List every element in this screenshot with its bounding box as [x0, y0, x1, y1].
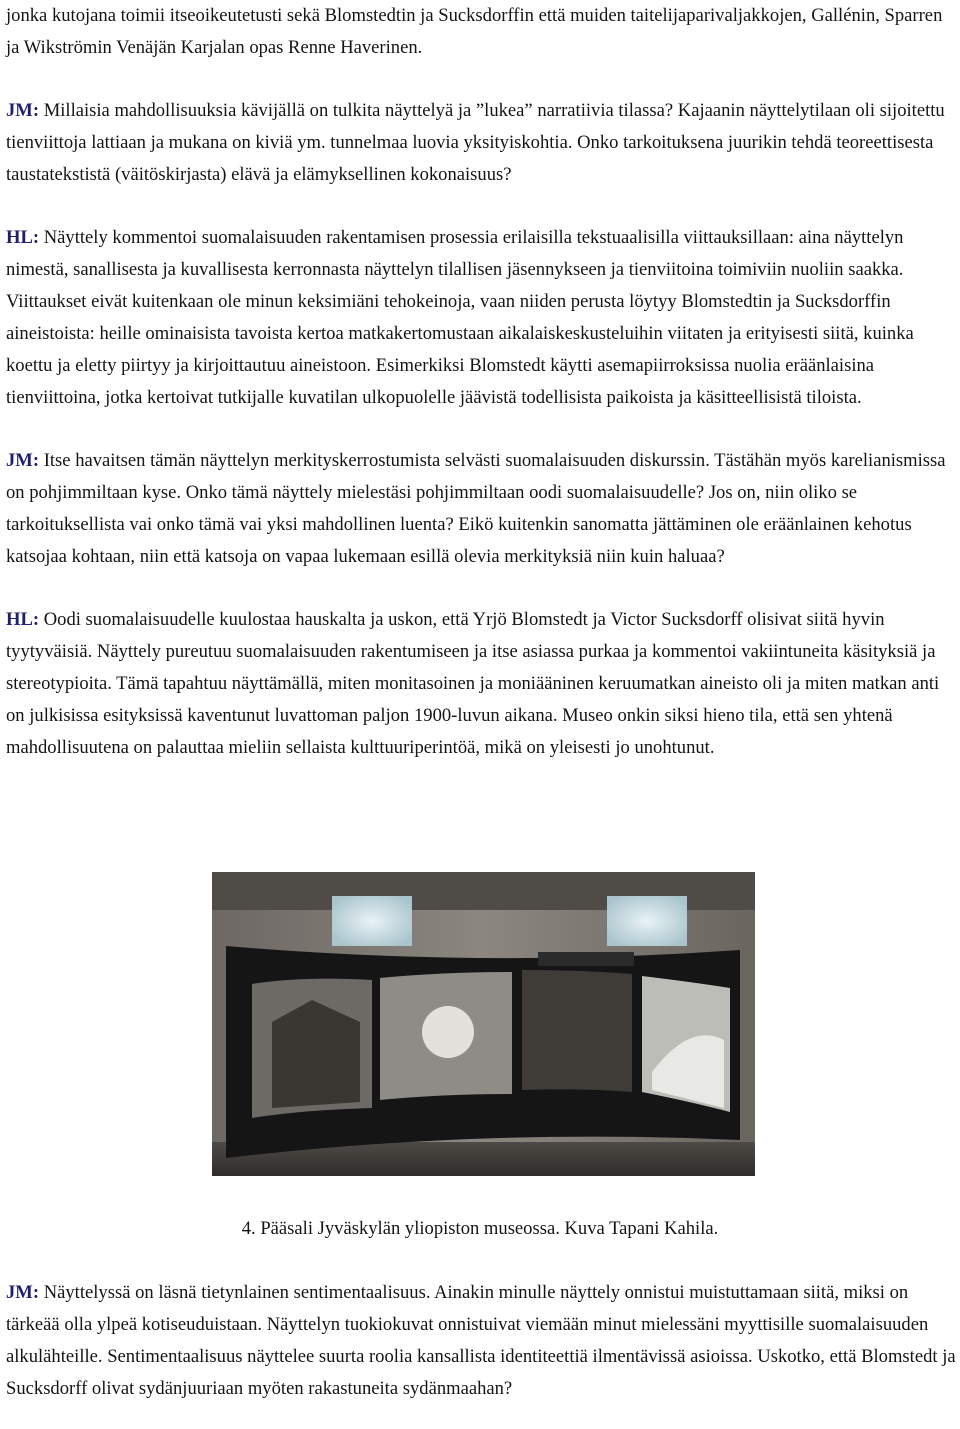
- paragraph-answer-2: [6, 604, 956, 764]
- paragraph-text: Oodi suomalaisuudelle kuulostaa hauskalta ja uskon, että Yrjö Blomstedt ja Victor Sucksdorff olisivat siitä hyvin tyytyväisiä. Näyttely pureutuu suomalaisuuden rakentumiseen ja itse asiassa purkaa ja kommentoi vakiintuneita käsityksiä ja stereotypioita. Tämä tapahtuu näyttämällä, miten monitasoinen ja moniääninen keruumatkan aineisto oli ja miten matkan anti on julkisissa esityksissä kaventunut luvattoman paljon 1900-luvun aikana. Museo onkin siksi hieno tila, että sen yhtenä mahdollisuutena on palauttaa mieliin sellaista kulttuuriperintöä, mikä on yleisesti jo unohtunut.: [6, 609, 940, 758]
- speaker-label: JM:: [6, 100, 40, 121]
- figure-caption: 4. Pääsali Jyväskylän yliopiston museossa. Kuva Tapani Kahila.: [241, 1218, 719, 1239]
- article-body: [6, 0, 956, 764]
- paragraph-intro: [6, 0, 956, 64]
- exhibition-photo: [212, 872, 755, 1176]
- paragraph-question-3: [6, 1277, 956, 1405]
- paragraph-question-2: [6, 445, 956, 573]
- speaker-label: HL:: [6, 609, 40, 630]
- paragraph-text: Näyttely kommentoi suomalaisuuden rakentamisen prosessia erilaisilla tekstuaalisilla viittauksillaan: aina näyttelyn nimestä, sanallisesta ja kuvallisesta kerronnasta näyttelyn tilallisen jäsennykseen ja tienviitoina toimiviin nuoliin saakka. Viittaukset eivät kuitenkaan ole minun keksimiäni tehokeinoja, vaan niiden perusta löytyy Blomstedtin ja Sucksdorffin aineistoista: heille ominaisista tavoista kertoa matkakertomustaan aikalaiskeskusteluihin viitaten ja erityisesti siitä, kuinka koettu ja eletty piirtyy ja kirjoittautuu aineistoon. Esimerkiksi Blomstedt käytti asemapiirroksissa nuolia eräänlaisina tienviittoina, jotka kertoivat tutkijalle kuvatilan ulkopuolelle jäävistä todellisista paikoista ja käsitteellisistä tiloista.: [6, 227, 914, 408]
- paragraph-text: jonka kutojana toimii itseoikeutetusti sekä Blomstedtin ja Sucksdorffin että muiden taitelijaparivaljakkojen, Gallénin, Sparren ja Wikströmin Venäjän Karjalan opas Renne Haverinen.: [6, 5, 943, 58]
- article-body-continued: [6, 1277, 956, 1405]
- paragraph-text: Itse havaitsen tämän näyttelyn merkityskerrostumista selvästi suomalaisuuden diskurssin. Tästähän myös karelianismissa on pohjimmiltaan kyse. Onko tämä näyttely mielestäsi pohjimmiltaan oodi suomalaisuudelle? Jos on, niin oliko se tarkoituksellista vai onko tämä vai yksi mahdollinen luenta? Eikö kuitenkin sanomatta jättäminen ole eräänlainen kehotus katsojaa kohtaan, niin että katsoja on vapaa lukemaan esillä olevia merkityksiä niin kuin haluaa?: [6, 450, 946, 567]
- paragraph-text: Näyttelyssä on läsnä tietynlainen sentimentaalisuus. Ainakin minulle näyttely onnistui muistuttamaan siitä, miksi on tärkeää olla ylpeä kotiseuduistaan. Näyttelyn tuokiokuvat onnistuivat viemään minut mielessäni myyttisille suomalaisuuden alkulähteille. Sentimentaalisuus näyttelee suurta roolia kansallista identiteettiä ilmentävissä asioissa. Uskotko, että Blomstedt ja Sucksdorff olivat sydänjuuriaan myöten rakastuneita sydänmaahan?: [6, 1282, 956, 1399]
- paragraph-text: Millaisia mahdollisuuksia kävijällä on tulkita näyttelyä ja ”lukea” narratiivia tilassa? Kajaanin näyttelytilaan oli sijoitettu tienviittoja lattiaan ja mukana on kiviä ym. tunnelmaa luovia yksityiskohtia. Onko tarkoituksena juurikin tehdä teoreettisesta taustatekstistä (väitöskirjasta) elävä ja elämyksellinen kokonaisuus?: [6, 100, 945, 185]
- paragraph-answer-1: [6, 222, 956, 414]
- speaker-label: JM:: [6, 1282, 40, 1303]
- paragraph-question-1: [6, 95, 956, 191]
- speaker-label: HL:: [6, 227, 40, 248]
- speaker-label: JM:: [6, 450, 40, 471]
